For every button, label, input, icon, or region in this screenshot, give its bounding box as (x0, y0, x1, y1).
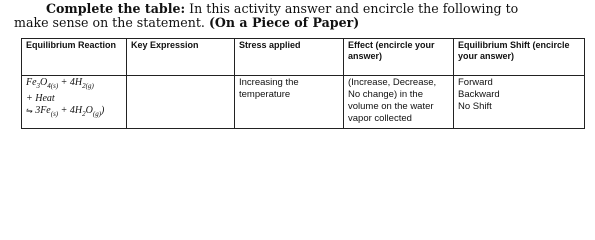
header-equilibrium-reaction: Equilibrium Reaction (22, 39, 127, 76)
reaction-plus-h2: + 4H (58, 77, 83, 88)
instructions-body: In this activity answer and encircle the following to (185, 1, 519, 16)
reaction-h2o-state: (g) (92, 110, 102, 118)
table-header-row (22, 39, 585, 76)
equilibrium-table (21, 38, 585, 129)
reaction-o: O (40, 77, 48, 88)
cell-reaction (22, 76, 127, 129)
reaction-3fe-sub: (s) (50, 110, 59, 118)
cell-key-expression[interactable] (127, 76, 235, 129)
reaction-3fe: 3Fe (32, 105, 51, 116)
header-equilibrium-shift: Equilibrium Shift (encircle your answer) (454, 39, 585, 76)
instructions (14, 2, 589, 30)
reaction-plus-h2o: + 4H (58, 105, 83, 116)
reaction-heat: + Heat (26, 92, 55, 104)
shift-option-backward[interactable]: Backward (458, 89, 500, 100)
instructions-emphasis: (On a Piece of Paper) (208, 15, 360, 30)
instructions-line-1 (14, 2, 589, 16)
reaction-fe-sub: 3 (36, 82, 41, 90)
shift-option-forward[interactable]: Forward (458, 77, 493, 88)
cell-effect[interactable]: (Increase, Decrease, No change) in the volume on the water vapor collected (344, 76, 454, 129)
header-stress-applied: Stress applied (235, 39, 344, 76)
cell-shift (454, 76, 585, 129)
shift-option-no-shift[interactable]: No Shift (458, 101, 492, 112)
reaction-h2o-sub: 2 (82, 110, 86, 118)
reaction-o-sub: 4(s) (47, 82, 59, 90)
cell-stress: Increasing the temperature (235, 76, 344, 129)
table-row (22, 76, 585, 129)
header-key-expression: Key Expression (127, 39, 235, 76)
instructions-lead: Complete the table: (46, 1, 186, 16)
instructions-line-2 (14, 16, 589, 30)
instructions-line2: make sense on the statement. (14, 15, 209, 30)
reaction-h2-sub: 2(g) (82, 82, 94, 90)
reaction-close-paren: ) (101, 105, 105, 116)
header-effect: Effect (encircle your answer) (344, 39, 454, 76)
reaction-equation (26, 77, 122, 121)
reaction-h2o-o: O (85, 105, 93, 116)
equilibrium-arrow-icon: ⇋ (26, 106, 33, 115)
reaction-fe: Fe (26, 77, 37, 88)
